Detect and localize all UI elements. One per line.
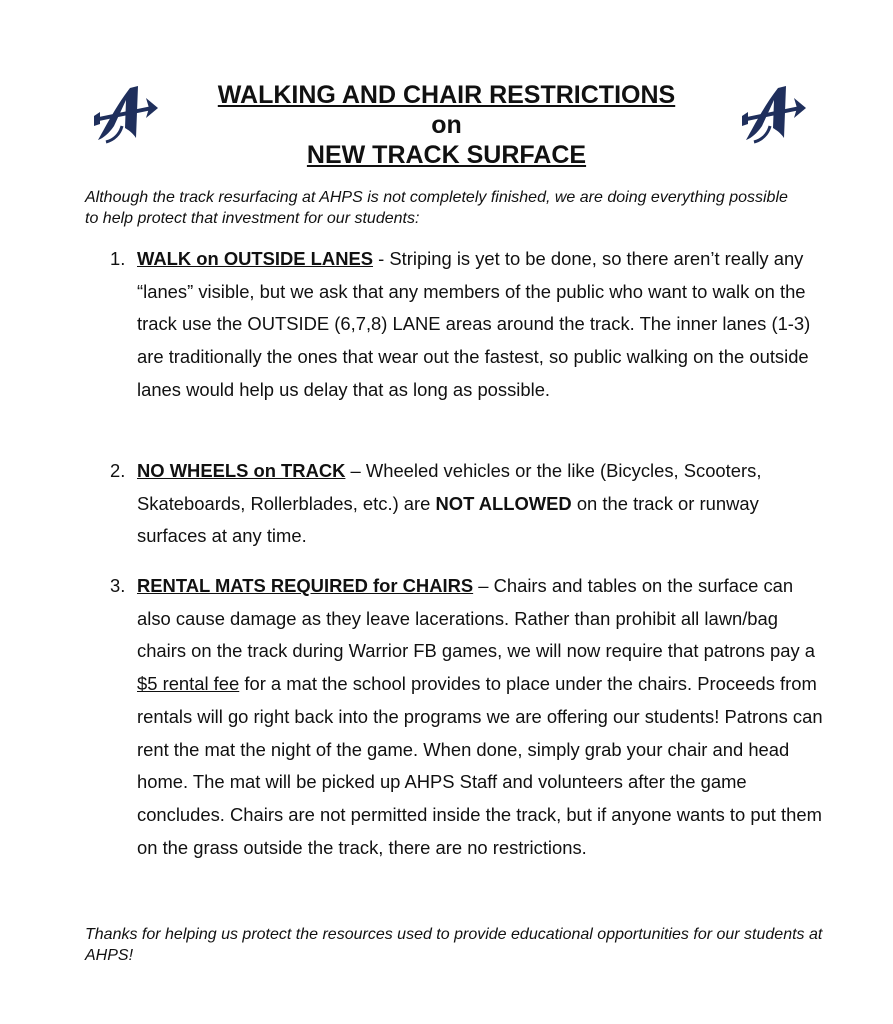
item-text: for a mat the school provides to place under the chairs. Proceeds from rentals will go right back into the programs we are offering our students! Patrons can rent the mat the night of the game. When done, simply grab your chair and head home. The mat will be picked up AHPS Staff and volunteers after the game concludes. Chairs are not permitted inside the track, but if anyone wants to put them on the grass outside the track, there are no restrictions. <box>137 673 823 858</box>
list-item-walk-outside-lanes <box>110 243 830 407</box>
title-line-2: on <box>431 111 462 139</box>
item-text: – Chairs and tables on the surface can also cause damage as they leave lacerations. Rather than prohibit all lawn/bag chairs on the track during Warrior FB games, we will now require that patrons pay a <box>137 575 816 662</box>
item-number: 1. <box>110 248 126 269</box>
item-heading: NO WHEELS on TRACK <box>137 460 346 481</box>
title-line-3: NEW TRACK SURFACE <box>306 141 587 169</box>
rental-fee: $5 rental fee <box>137 673 240 695</box>
item-body <box>137 243 830 407</box>
item-heading: RENTAL MATS REQUIRED for CHAIRS <box>137 575 474 596</box>
intro-paragraph: Although the track resurfacing at AHPS is not completely finished, we are doing everything possible to help protect that investment for our students: <box>85 189 788 227</box>
item-body <box>137 455 830 553</box>
item-text: - Striping is yet to be done, so there aren’t really any “lanes” visible, but we ask that any members of the public who want to walk on the track use the OUTSIDE (6,7,8) LANE areas around the track. The inner lanes (1-3) are traditionally the ones that wear out the fastest, so public walking on the outside lanes would help us delay that as long as possible. <box>137 248 811 400</box>
item-text: – Wheeled vehicles or the like (Bicycles, Scooters, Skateboards, Rollerblades, etc.) are <box>137 460 762 514</box>
item-number: 3. <box>110 575 126 596</box>
item-heading: WALK on OUTSIDE LANES <box>137 248 374 269</box>
closing-paragraph: Thanks for helping us protect the resources used to provide educational opportunities for our students at AHPS! <box>85 926 823 964</box>
item-emphasis: NOT ALLOWED <box>435 492 572 514</box>
item-body <box>137 570 830 864</box>
item-number: 2. <box>110 460 126 481</box>
title-line-1: WALKING AND CHAIR RESTRICTIONS <box>217 81 676 109</box>
item-text: on the track or runway surfaces at any time. <box>137 492 759 547</box>
list-item-rental-mats <box>110 570 830 864</box>
list-item-no-wheels <box>110 455 830 553</box>
